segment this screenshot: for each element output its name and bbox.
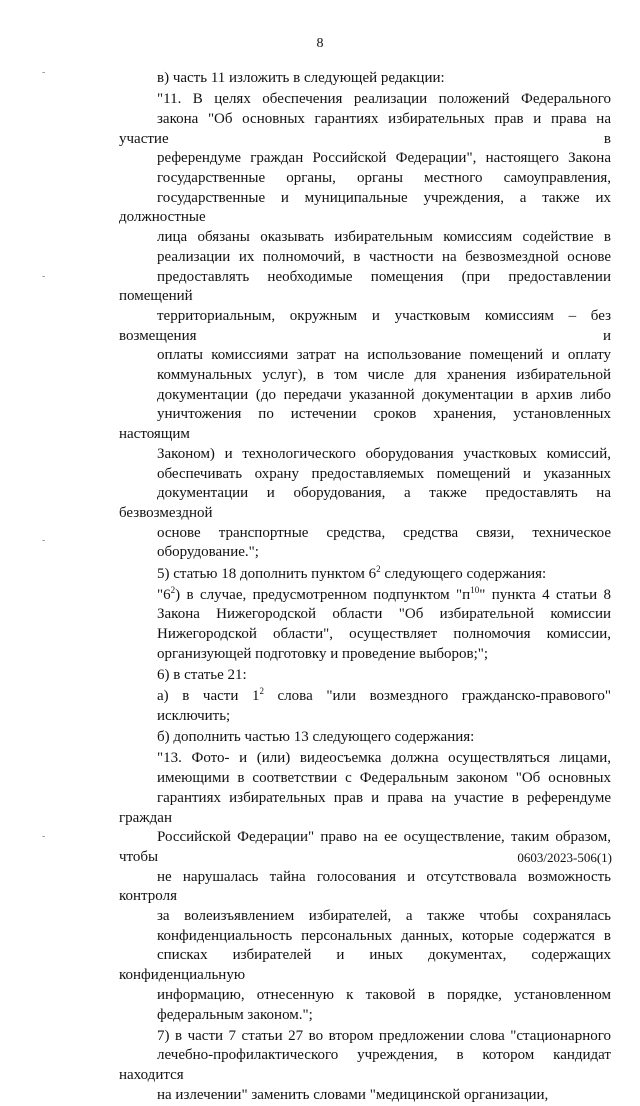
document-code: 0603/2023-506(1) [517,850,612,865]
paragraph-part-11-text [119,90,611,563]
text-line: лечебно-профилактического учреждения, в котором кандидат находится [119,1047,611,1084]
paragraph-article-18 [119,565,611,585]
superscript: 2 [170,584,176,595]
text-line: Нижегородской области", осуществляет полномочия комиссии, [157,626,611,643]
paragraph-subpoint-b [119,728,611,748]
text-line: обеспечивать охрану предоставляемых помещений и указанных [157,465,611,482]
text-line: не нарушалась тайна голосования и отсутствовала возможность контроля [119,868,611,905]
text-line: исключить; [157,708,231,724]
text-line: оборудование."; [157,544,259,561]
text-line [119,687,611,707]
text-line: имеющими в соответствии с Федеральным законом "Об основных [157,770,611,787]
margin-mark: - [42,67,46,78]
superscript: 2 [259,686,264,697]
margin-mark: - [42,271,46,282]
text-line: Закона Нижегородской области "Об избирательной комиссии [157,606,611,623]
text-line: документации (до передачи указанной документации в архив либо [157,386,611,403]
text-line: документации и оборудования, а также предоставлять на безвозмездной [119,485,611,521]
paragraph-subpoint-a [119,687,611,726]
text-line: референдуме граждан Российской Федерации", настоящего Закона [157,150,611,167]
paragraph-article-27 [119,1027,611,1106]
text-run: 5) статью 18 дополнить пунктом 6 [157,565,377,582]
text-line: государственные органы, органы местного самоуправления, [157,170,611,187]
text-line: Российской Федерации" право на ее осуществление, таким образом, чтобы [119,829,611,865]
superscript: 10 [470,584,480,595]
text-line: уничтожения по истечении сроков хранения, установленных настоящим [119,406,611,443]
text-line: реализации их полномочий, в частности на безвозмездной основе [157,248,611,265]
text-run: слова "или возмездного гражданско-правового" [263,688,611,705]
text-line: организующей подготовку и проведение выборов;"; [157,645,489,662]
text-line: лица обязаны оказывать избирательным комиссиям содействие в [157,229,611,246]
text-line: государственные и муниципальные учреждения, а также их должностные [119,189,611,226]
text-run: ) в случае, предусмотренном подпунктом "п [175,586,471,603]
text-line: Законом) и технологического оборудования участковых комиссий, [157,445,611,462]
text-line: закона "Об основных гарантиях избирательных прав и права на участие в [119,110,611,147]
text-line: конфиденциальность персональных данных, которые содержатся в [157,927,611,944]
text-line: в) часть 11 изложить в следующей редакции: [157,70,445,86]
paragraph-section-v [119,69,611,89]
paragraph-part-13-text [119,749,611,1025]
text-run: а) в части 1 [157,688,260,705]
text-line: территориальным, окружным и участковым комиссиям – без возмещения и [119,307,611,344]
document-body [119,69,611,1106]
text-line: основе транспортные средства, средства связи, техническое [157,524,611,541]
text-run: "6 [157,586,171,603]
text-line: оплаты комиссиями затрат на использование помещений и оплату [157,347,611,364]
text-line: "13. Фото- и (или) видеосъемка должна осуществляться лицами, [157,750,611,767]
text-line [119,565,611,585]
text-line: на излечении" заменить словами "медицинской организации, [157,1086,549,1103]
text-line: информацию, отнесенную к таковой в порядке, установленном [157,986,611,1003]
text-line: за волеизъявлением избирателей, а также чтобы сохранялась [157,908,611,925]
text-line: гарантиях избирательных прав и права на участие в референдуме граждан [119,789,611,826]
text-line [119,586,611,606]
text-run: следующего содержания: [380,565,547,582]
paragraph-article-21 [119,666,611,686]
text-line: списках избирателей и иных документах, содержащих конфиденциальную [119,947,611,984]
text-line: 6) в статье 21: [157,667,247,684]
margin-mark: - [42,535,46,546]
text-line: предоставлять необходимые помещения (при предоставлении помещений [119,268,611,305]
text-line: 7) в части 7 статьи 27 во втором предложении слова "стационарного [157,1027,611,1044]
page-number: 8 [316,36,324,51]
text-run: " пункта 4 статьи 8 [479,586,611,603]
margin-mark: - [42,831,46,842]
superscript: 2 [376,563,381,574]
text-line: б) дополнить частью 13 следующего содержания: [157,729,475,746]
text-line: "11. В целях обеспечения реализации положений Федерального [157,91,611,108]
paragraph-point-6-2 [119,586,611,665]
text-line: федеральным законом."; [157,1006,313,1023]
text-line: коммунальных услуг), в том числе для хранения избирательной [157,367,611,384]
